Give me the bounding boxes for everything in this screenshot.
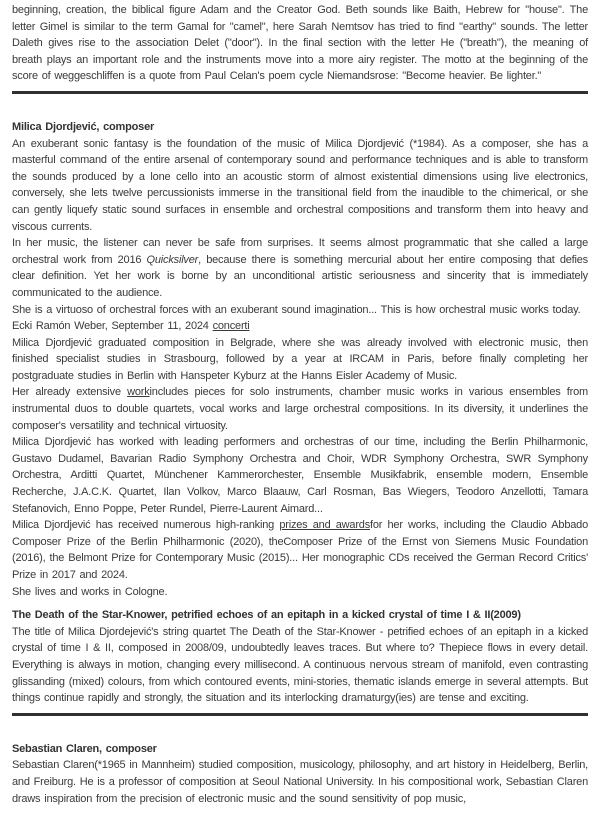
prizes-and-awards-link[interactable]: prizes and awards: [279, 519, 370, 532]
milica-section-heading: Milica Djordjević, composer: [12, 120, 155, 133]
milica-paragraph-3: Milica Djordjević graduated composition in Belgrade, where she was already involved with electronic music, then finished specialist studies in Strasbourg, followed by a year at IRCAM in Paris, before finally completing her postgraduate studies in Berlin with Hanspeter Kyburz at the Hanns Eisler Academy of Music.: [12, 336, 588, 382]
milica-quote-line: She is a virtuoso of orchestral forces with an exuberant sound imagination... This is how orchestral music works today.: [12, 303, 581, 316]
quicksilver-work-title: Quicksilver: [146, 253, 199, 266]
milica-paragraph-1: An exuberant sonic fantasy is the foundation of the music of Milica Djordjević (*1984). As a composer, she has a masterful command of the entire arsenal of contemporary sound and performance techniques and is able to transform the sounds produced by a lone cello into an acoustic storm of almost existential dimensions using live electronics, conversely, she lets twelve percussionists immerse in the transitional field from the inaudible to the chimerical, or she can gently liquefy static sound surfaces in ensemble and orchestral compositions and transform them into heavy and viscous currents.: [12, 137, 588, 233]
milica-attribution-line: [12, 318, 588, 335]
section-divider-top: [12, 91, 588, 94]
sebastian-section-heading: Sebastian Claren, composer: [12, 742, 157, 755]
milica-paragraph-6-text-after: for her works, including the Claudio Abbado Composer Prize of the Berlin Philharmonic (2020), theComposer Prize of the Ernst von Siemens Music Foundation (2016), the Belmont Prize for Contemporary Music (2015)... Her monographic CDs received the German Record Critics' Prize in 2017 and 2024.: [12, 519, 588, 581]
milica-paragraph-6-text: Milica Djordjević has received numerous high-ranking: [12, 519, 280, 532]
section-divider-bottom: [12, 713, 588, 716]
milica-paragraph-2: [12, 235, 588, 301]
milica-paragraph-2-text: In her music, the listener can never be safe from surprises. It seems almost programmatic that she called a large orchestral work from 2016: [12, 237, 588, 266]
attribution-text: Ecki Ramón Weber, September 11, 2024: [12, 320, 213, 333]
milica-paragraph-2-text-after: , because there is something mercurial about her entire composing that defies clear definition. Yet her work is borne by an unconditional artistic seriousness and sincerity that is immediately communicated to the audience.: [12, 253, 588, 299]
milica-residence-line: She lives and works in Cologne.: [12, 585, 168, 598]
milica-paragraph-5: Milica Djordjević has worked with leading performers and orchestras of our time, including the Berlin Philharmonic, Gustavo Dudamel, Bavarian Radio Symphony Orchestra and Choir, WDR Symphony Orchestra, SWR Symphony Orchestra, Arditti Quartet, Münchener Kammerorchester, Ensemble Musikfabrik, ensemble modern, Ensemble Recherche, J.A.C.K. Quartet, Ilan Volkov, Marco Blaauw, Carl Rosman, Bas Wiegers, Teodoro Anzellotti, Tamara Stefanovich, Enno Poppe, Peter Rundel, Pierre-Laurent Aimard...: [12, 436, 588, 515]
star-knower-heading: The Death of the Star-Knower, petrified echoes of an epitaph in a kicked crystal of time I & II(2009): [12, 609, 521, 622]
milica-paragraph-4-text: Her already extensive: [12, 386, 128, 399]
intro-paragraph: beginning, creation, the biblical figure Adam and the Creator God. Beth sounds like Baith, Hebrew for "house". The letter Gimel is similar to the term Gamal for "camel", here Sarah Nemtsov has tried to find "earthy" sounds. The letter Daleth gives rise to the association Delet ("door"). In the final section with the letter He ("breath"), the meaning of breath plays an important role and the instruments move into a more airy register. The motto at the beginning of the score of weggeschliffen is a quote from Paul Celan's poem cycle Niemandsrose: "Become heavier. Be lighter.": [12, 4, 588, 83]
milica-paragraph-4: [12, 384, 588, 434]
work-link[interactable]: work: [127, 386, 150, 399]
milica-paragraph-6: [12, 517, 588, 583]
sebastian-paragraph-1: Sebastian Claren(*1965 in Mannheim) studied composition, musicology, philosophy, and art history in Heidelberg, Berlin, and Freiburg. He is a professor of composition at Seoul National University. In his compositional work, Sebastian Claren draws inspiration from the precision of electronic music and the sound sensitivity of pop music,: [12, 759, 588, 805]
star-knower-paragraph: The title of Milica Djordejević's string quartet The Death of the Star-Knower - petrified echoes of an epitaph in a kicked crystal of time I & II, composed in 2008/09, undoubtedly leaves traces. But where to? Thepiece flows in every detail. Everything is always in motion, changing every millisecond. A continuous nervous stream of manifold, even contrasting glissanding (mixed) colours, from which contoured events, mini-stories, thematic islands emerge in several attempts. But things continue rapidly and strongly, the situation and its interlocking dramaturgy(ies) are tense and exciting.: [12, 625, 588, 705]
milica-paragraph-4-text-after: includes pieces for solo instruments, chamber music works in various ensembles from instrumental duos to double quartets, vocal works and large orchestral compositions. In its diversity, it underlines the composer's versatility and technical virtuosity.: [12, 386, 588, 432]
concerti-link[interactable]: concerti: [212, 320, 250, 333]
